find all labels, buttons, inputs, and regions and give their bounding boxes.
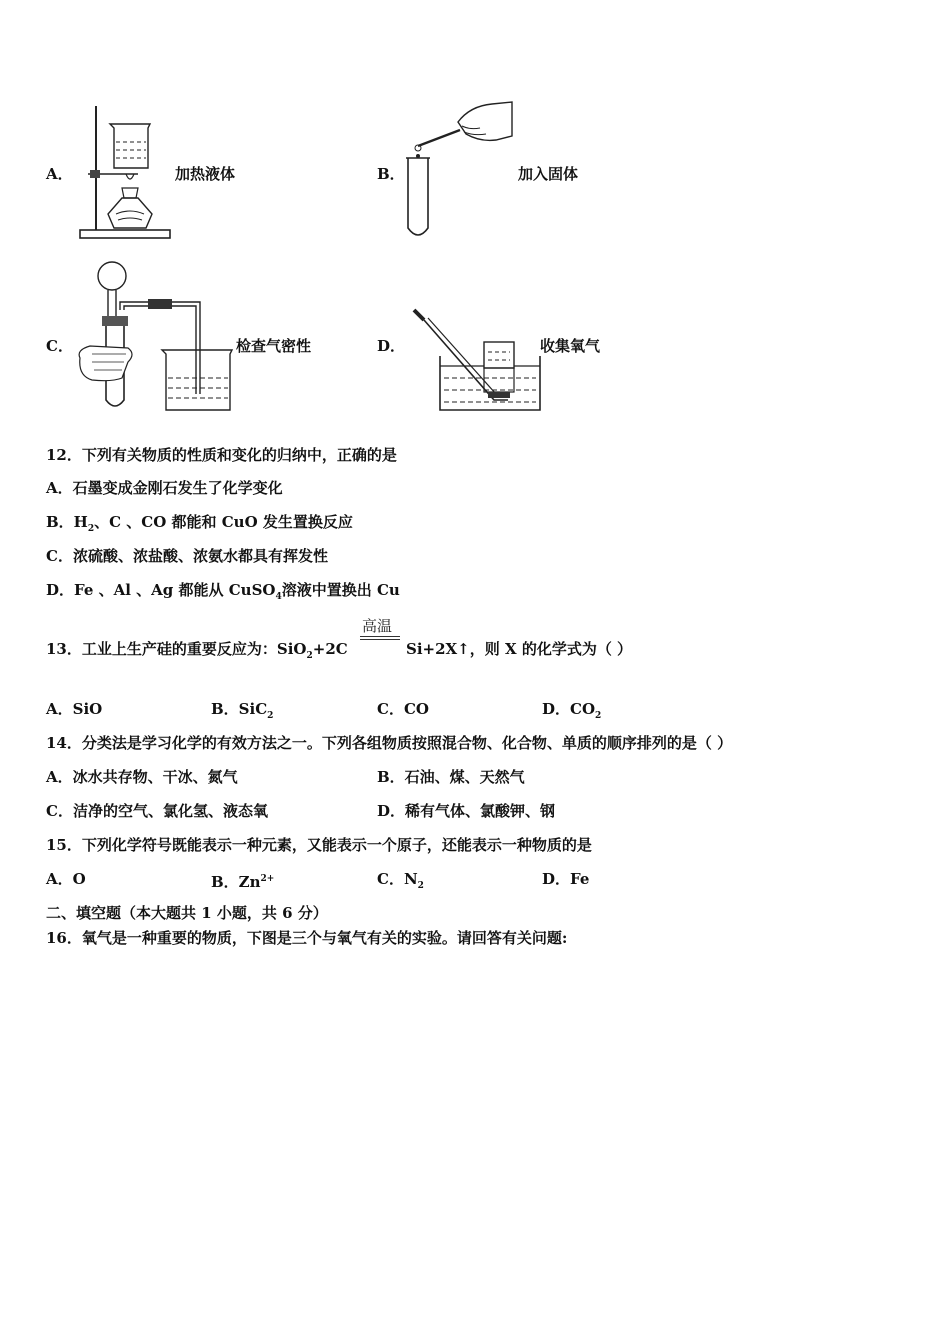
q12-option-d-sub: 4: [275, 592, 282, 602]
option-a-caption: 加热液体: [175, 165, 236, 183]
q13-option-a: A．SiO: [46, 700, 103, 718]
q15-option-b: [211, 869, 274, 892]
q13-stem-post: Si+2X↑，则 X 的化学式为（ ）: [406, 640, 633, 658]
q16-stem: 16．氧气是一种重要的物质，下图是三个与氧气有关的实验。请回答有关问题:: [46, 929, 568, 947]
q13-option-d-sub: 2: [595, 711, 602, 721]
q15-stem: 15．下列化学符号既能表示一种元素，又能表示一个原子，还能表示一种物质的是: [46, 836, 592, 854]
option-c-letter: C．: [46, 337, 73, 355]
q12-option-b-sub: 2: [87, 524, 95, 534]
q15-option-b-sup: 2+: [260, 874, 275, 884]
q13-option-d-pre: D．CO: [542, 700, 596, 718]
q14-option-c: C．洁净的空气、氯化氢、液态氧: [46, 802, 268, 820]
q12-option-d-pre: D．Fe 、Al 、Ag 都能从 CuSO: [46, 581, 276, 599]
q12-option-b: [46, 512, 353, 539]
q12-stem: 12．下列有关物质的性质和变化的归纳中，正确的是: [46, 446, 397, 464]
oxygen-collection-apparatus-figure: [406, 306, 546, 412]
q15-option-a: A．O: [46, 870, 86, 888]
option-a-letter: A．: [46, 165, 73, 183]
option-d-letter: D．: [377, 337, 406, 355]
q12-option-d: [46, 580, 400, 607]
option-b-letter: B．: [377, 165, 405, 183]
q13-option-d: [542, 699, 601, 726]
q13-option-b: [211, 699, 273, 726]
option-c-caption: 检查气密性: [236, 337, 312, 355]
q13-reaction-condition: 高温: [362, 617, 393, 635]
q13-reaction-line-top: [360, 636, 400, 637]
q15-option-c-pre: C．N: [377, 870, 418, 888]
q15-option-d: D．Fe: [542, 870, 590, 888]
q15-option-c-sub: 2: [417, 881, 424, 891]
q14-stem: 14．分类法是学习化学的有效方法之一。下列各组物质按照混合物、化合物、单质的顺序排列的是（ ）: [46, 734, 733, 752]
q15-option-b-pre: B．Zn: [211, 873, 261, 891]
q12-option-a: A．石墨变成金刚石发生了化学变化: [46, 479, 283, 497]
option-d-caption: 收集氧气: [540, 337, 601, 355]
q13-option-c: C．CO: [377, 700, 429, 718]
q13-stem-left: [46, 639, 348, 666]
q12-option-d-post: 溶液中置换出 Cu: [281, 581, 400, 599]
q13-stem-mid: +2C: [312, 640, 348, 658]
section-2-heading: 二、填空题（本大题共 1 小题，共 6 分）: [46, 904, 328, 922]
q13-option-b-pre: B．SiC: [211, 700, 268, 718]
q15-option-c: [377, 869, 424, 896]
q12-option-c: C．浓硫酸、浓盐酸、浓氨水都具有挥发性: [46, 547, 328, 565]
q12-option-b-pre: B．H: [46, 513, 88, 531]
option-b-caption: 加入固体: [518, 165, 579, 183]
q14-option-a: A．冰水共存物、干冰、氮气: [46, 768, 238, 786]
q13-stem-pre: 13．工业上生产硅的重要反应为：SiO: [46, 640, 307, 658]
heating-liquid-apparatus-figure: [78, 104, 178, 244]
q13-stem-sub: 2: [306, 651, 313, 661]
q12-option-b-post: 、C 、CO 都能和 CuO 发生置换反应: [94, 513, 353, 531]
q13-option-b-sub: 2: [267, 711, 274, 721]
q13-reaction-line-bottom: [360, 639, 400, 640]
q14-option-b: B．石油、煤、天然气: [377, 768, 525, 786]
q14-option-d: D．稀有气体、氯酸钾、钢: [377, 802, 556, 820]
airtightness-check-apparatus-figure: [72, 258, 242, 414]
adding-solid-test-tube-figure: [400, 100, 520, 242]
